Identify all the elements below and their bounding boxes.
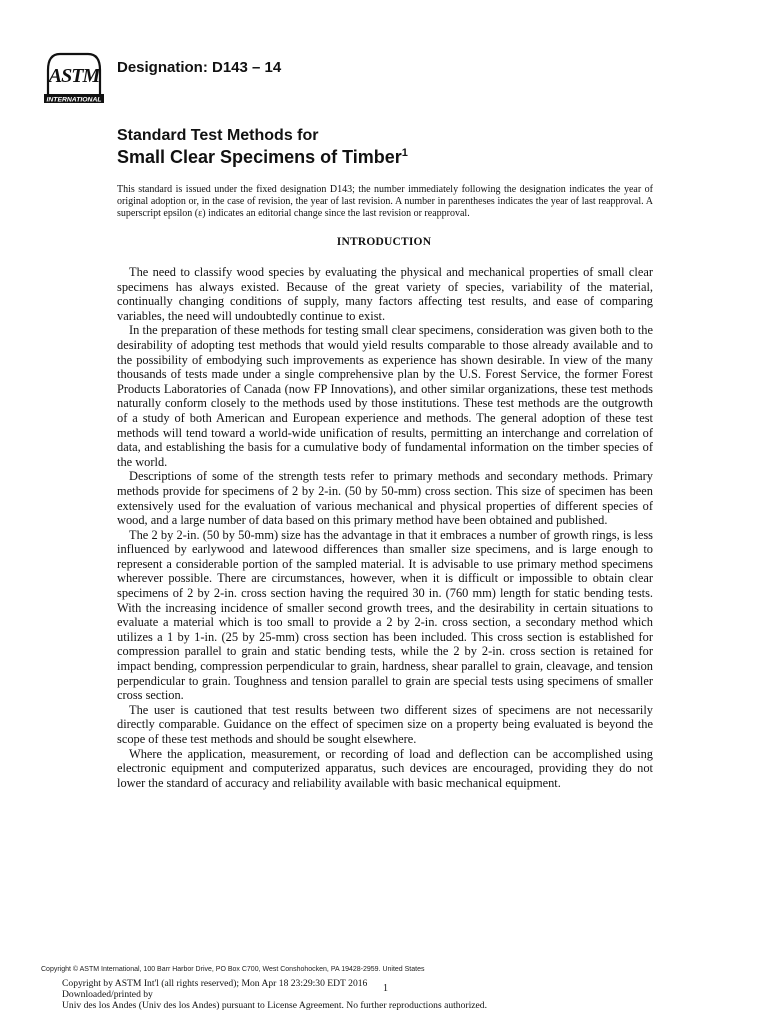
astm-logo-letters: ASTM: [48, 65, 100, 87]
title-line-2: [117, 146, 408, 168]
footer-line-1: Copyright by ASTM Int'l (all rights reserved); Mon Apr 18 23:29:30 EDT 2016: [62, 978, 368, 989]
standard-notice: This standard is issued under the fixed designation D143; the number immediately following the designation indicates the year of original adoption or, in the case of revision, the year of last revision. A number in parentheses indicates the year of last reapproval. A superscript epsilon (ε) indicates an editorial change since the last revision or reapproval.: [117, 184, 653, 219]
introduction-heading: INTRODUCTION: [336, 236, 432, 248]
footer-license: [62, 978, 487, 1011]
footer-copyright: Copyright © ASTM International, 100 Barr Harbor Drive, PO Box C700, West Conshohocken, PA 19428-2959. United States: [41, 966, 425, 973]
footer-line-2: Downloaded/printed by: [62, 989, 153, 1000]
astm-logo-word: INTERNATIONAL: [46, 96, 102, 104]
introduction-paragraph: Descriptions of some of the strength tests refer to primary methods and secondary methods. Primary methods provide for specimens of 2 by 2-in. (50 by 50-mm) cross section. This size of specimen has been extensively used for the evaluation of various mechanical and physical properties of different species of wood, and a large number of data based on this primary method have been obtained and published.: [117, 469, 653, 528]
introduction-paragraph: Where the application, measurement, or recording of load and deflection can be accomplished using electronic equipment and computerized apparatus, such devices are encouraged, providing they do not lower the standard of accuracy and reliability available with basic mechanical equipment.: [117, 746, 653, 790]
astm-logo: [38, 48, 110, 106]
title-footnote-ref[interactable]: 1: [401, 147, 408, 159]
introduction-paragraph: The need to classify wood species by evaluating the physical and mechanical properties of small clear specimens has always existed. Because of the great variety of species, variability of the material, continually changing conditions of supply, many factors affecting test results, and ease of comparing variables, the need will undoubtedly continue to exist.: [117, 265, 653, 323]
introduction-body: [117, 265, 653, 790]
page-number: 1: [383, 983, 388, 994]
introduction-paragraph: In the preparation of these methods for testing small clear specimens, consideration was given both to the desirability of adopting test methods that would yield results comparable to those already available and to the possibility of embodying such improvements as experience has shown desirable. In view of the many thousands of tests made under a single comprehensive plan by the U.S. Forest Service, the former Forest Products Laboratories of Canada (now FP Innovations), and other similar organizations, these test methods naturally conform closely to the methods used by those institutions. These test methods are the outgrowth of a study of both American and European experience and methods. The general adoption of these test methods will tend toward a world-wide unification of results, permitting an interchange and correlation of data, and establishing the basis for a cumulative body of fundamental information on the timber species of the world.: [117, 323, 653, 469]
introduction-paragraph: The 2 by 2-in. (50 by 50-mm) size has the advantage in that it embraces a number of growth rings, is less influenced by earlywood and latewood differences than smaller size specimens, and is large enough to represent a considerable portion of the sampled material. It is advisable to use primary method specimens wherever possible. There are circumstances, however, when it is difficult or impossible to obtain clear specimens of 2 by 2-in. cross section having the required 30 in. (760 mm) length for static bending tests. With the increasing incidence of smaller second growth trees, and the desirability in certain situations to evaluate a material which is too small to provide a 2 by 2-in. cross section, a secondary method which utilizes a 1 by 1-in. (25 by 25-mm) cross section has been included. This cross section is established for compression parallel to grain and static bending tests, while the 2 by 2-in. cross section is retained for impact bending, compression perpendicular to grain, hardness, shear parallel to grain, cleavage, and tension perpendicular to grain. Toughness and tension parallel to grain are special tests using specimens of smaller cross section.: [117, 527, 653, 703]
designation-label: Designation: D143 – 14: [117, 59, 282, 76]
title-line-1: Standard Test Methods for: [117, 127, 319, 144]
title-line-2-text: Small Clear Specimens of Timber: [117, 147, 402, 167]
introduction-paragraph: The user is cautioned that test results between two different sizes of specimens are not necessarily directly comparable. Guidance on the effect of specimen size on a property being evaluated is beyond the scope of these test methods and should be sought elsewhere.: [117, 702, 653, 746]
footer-line-3: Univ des los Andes (Univ des los Andes) pursuant to License Agreement. No further reproductions authorized.: [62, 1000, 487, 1011]
document-title: [117, 126, 408, 168]
